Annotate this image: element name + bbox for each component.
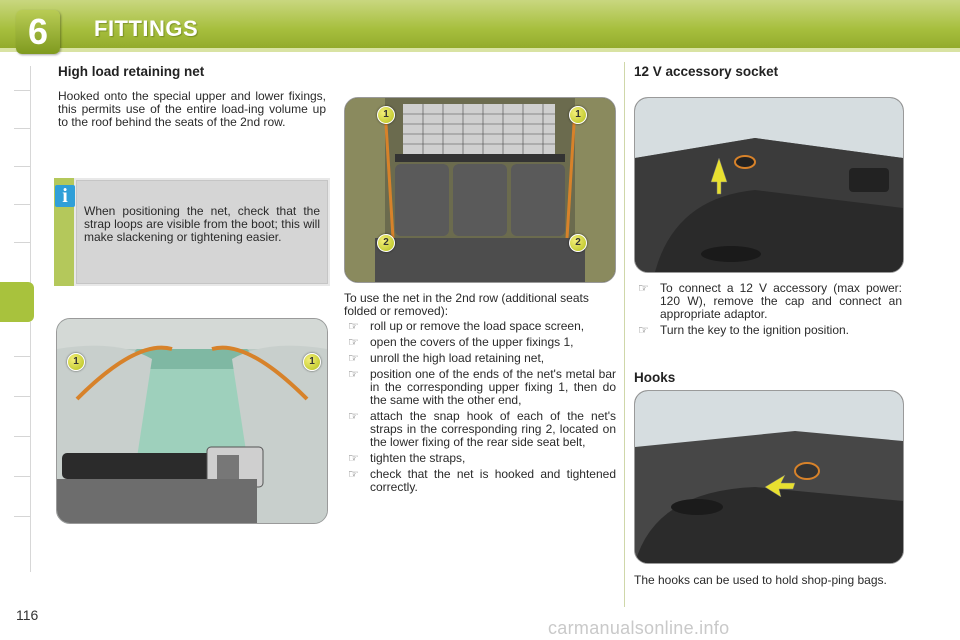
bullet-hand-icon: ☞ [348,319,359,333]
list-item: ☞ Turn the key to the ignition position. [638,323,849,337]
fixing-marker-1: 1 [377,106,395,124]
bullet-hand-icon: ☞ [348,335,359,349]
info-text: When positioning the net, check that the strap loops are visible from the boot; this will make slackening or tightening easier. [84,204,320,244]
net-section-title: High load retaining net [58,64,205,79]
column-divider [624,62,625,607]
fixing-marker-1: 1 [569,106,587,124]
tab-divider [14,204,30,205]
side-tab-active[interactable] [0,282,34,322]
net-steps-list [344,320,616,497]
list-item: ☞ position one of the ends of the net's metal bar in the corresponding upper fixing 1, then do the same with the other end, [348,367,616,407]
list-item: ☞ open the covers of the upper fixings 1, [348,335,574,349]
info-icon: i [55,185,75,207]
tab-divider [14,356,30,357]
list-item: ☞ To connect a 12 V accessory (max power: 120 W), remove the cap and connect an appropriate adaptor. [638,281,902,321]
net-usage-intro: To use the net in the 2nd row (additional seats folded or removed): [344,291,589,318]
net-boot-illustration [344,97,616,283]
list-item: ☞ unroll the high load retaining net, [348,351,545,365]
fixing-marker-1: 1 [303,353,321,371]
bullet-hand-icon: ☞ [638,323,649,337]
socket-steps-list [634,282,902,340]
fixing-marker-1: 1 [67,353,85,371]
side-tab-column [8,66,31,286]
header-underline [0,48,960,52]
list-item: ☞ check that the net is hooked and tightened correctly. [348,467,616,494]
list-item: ☞ tighten the straps, [348,451,466,465]
hooks-illustration [634,390,904,564]
socket-section-title: 12 V accessory socket [634,64,779,79]
tab-divider [14,242,30,243]
bullet-hand-icon: ☞ [348,351,359,365]
tab-divider [14,436,30,437]
bullet-hand-icon: ☞ [638,281,649,295]
tab-divider [14,396,30,397]
bullet-hand-icon: ☞ [348,467,359,481]
list-item: ☞ roll up or remove the load space screen, [348,319,585,333]
bullet-hand-icon: ☞ [348,409,359,423]
ring-marker-2: 2 [569,234,587,252]
bullet-hand-icon: ☞ [348,367,359,381]
net-intro-text: Hooked onto the special upper and lower fixings, this permits use of the entire load-ing volume up to the roof behind the seats of the 2nd row. [58,89,326,129]
watermark: carmanualsonline.info [548,618,730,638]
net-roof-illustration [56,318,328,524]
list-item: ☞ attach the snap hook of each of the net's straps in the corresponding ring 2, located on the lower fixing of the rear side seat belt, [348,409,616,449]
tab-divider [14,516,30,517]
tab-divider [14,476,30,477]
ring-marker-2: 2 [377,234,395,252]
socket-illustration [634,97,904,273]
page-number: 116 [16,607,39,623]
tab-divider [14,128,30,129]
hooks-section-title: Hooks [634,370,676,385]
bullet-hand-icon: ☞ [348,451,359,465]
page-title: FITTINGS [94,16,199,41]
hooks-text: The hooks can be used to hold shop-ping bags. [634,573,887,587]
chapter-number-badge: 6 [16,10,60,54]
tab-divider [14,90,30,91]
side-tab-column-lower [8,322,31,572]
tab-divider [14,166,30,167]
